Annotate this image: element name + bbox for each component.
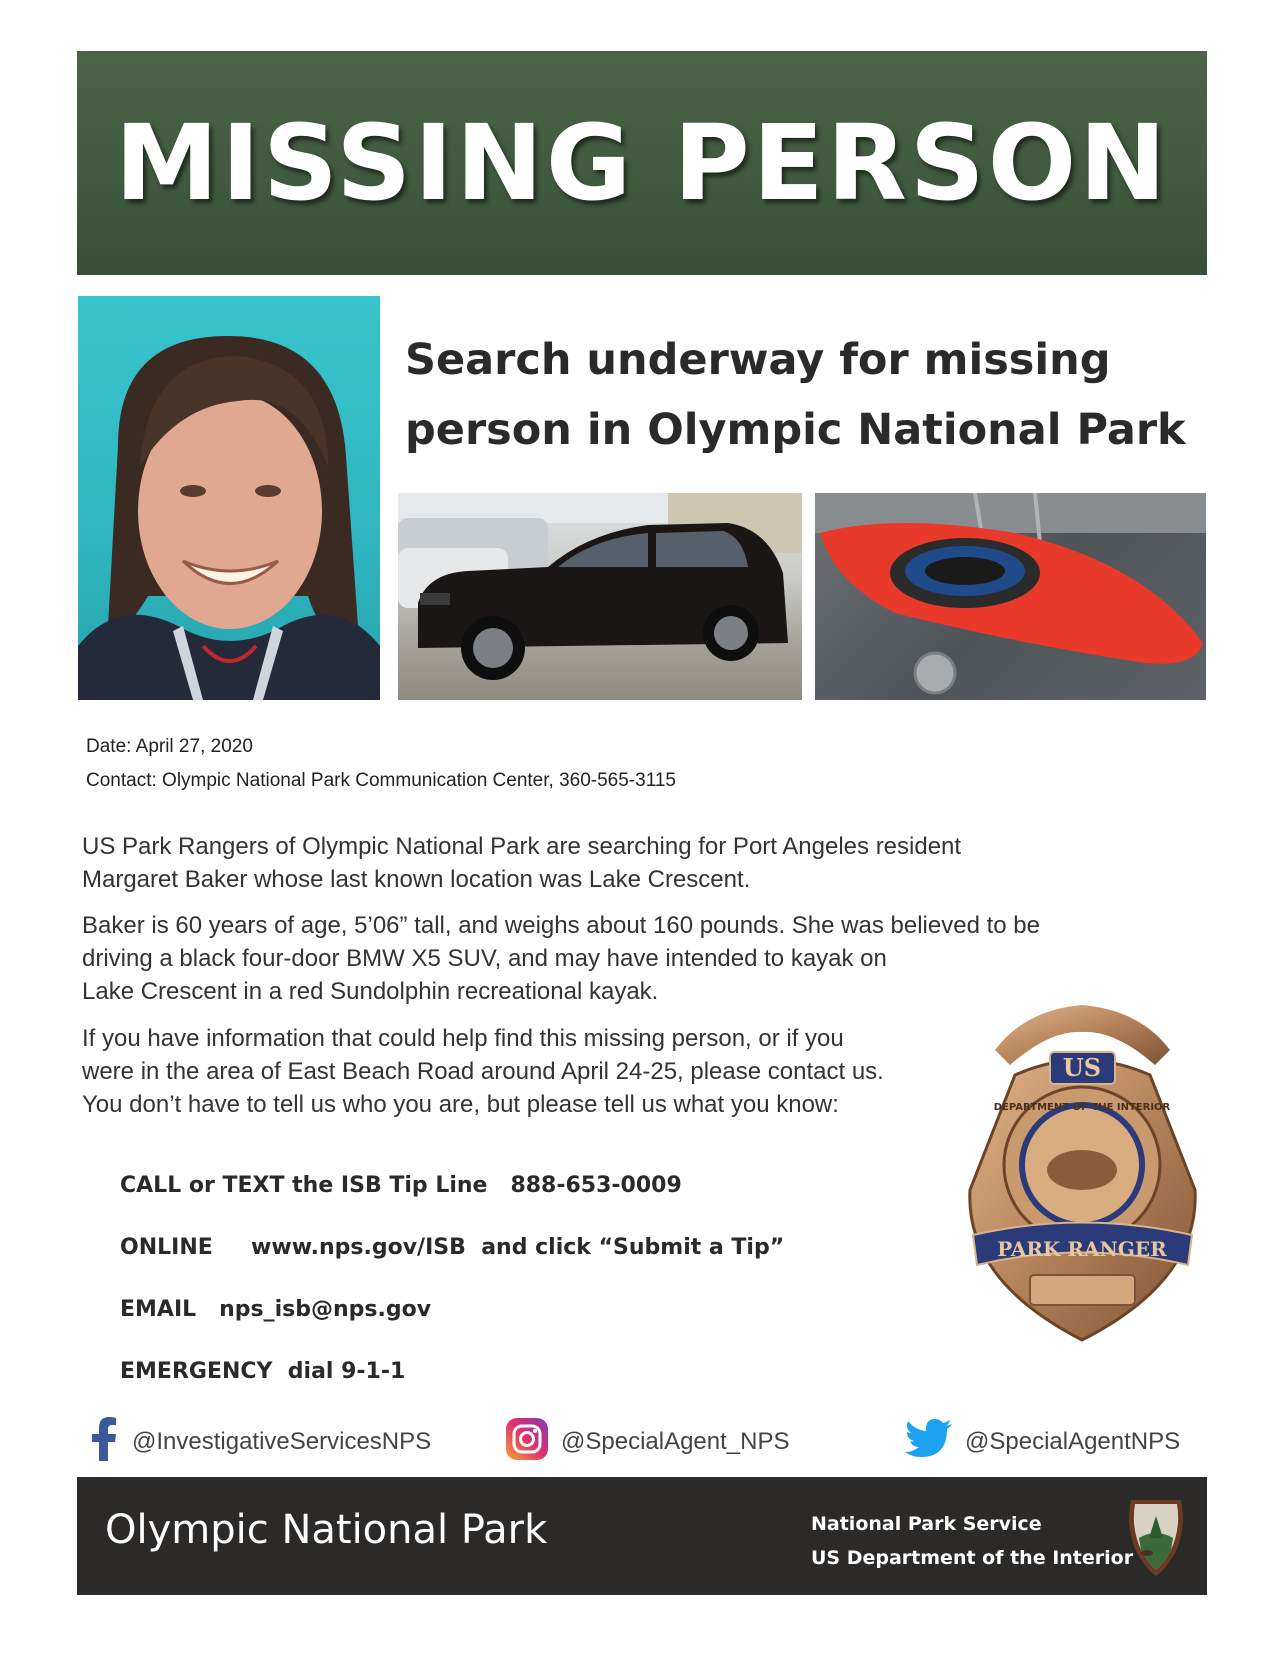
paragraph-2	[82, 909, 1040, 1008]
tip-line-call: CALL or TEXT the ISB Tip Line 888-653-0009	[120, 1173, 682, 1198]
tip-line-emergency: EMERGENCY dial 9-1-1	[120, 1359, 406, 1384]
paragraph-3-line-3: You don’t have to tell us who you are, but please tell us what you know:	[82, 1091, 839, 1118]
title-banner	[77, 51, 1207, 275]
footer-park-name: Olympic National Park	[105, 1507, 548, 1553]
footer-bar	[77, 1477, 1207, 1595]
badge-top-text: US	[1062, 1053, 1102, 1082]
twitter-icon	[905, 1419, 953, 1466]
twitter-handle-text: @SpecialAgentNPS	[965, 1428, 1181, 1455]
paragraph-1-line-1: US Park Rangers of Olympic National Park are searching for Port Angeles resident	[82, 833, 962, 860]
paragraph-1-line-2: Margaret Baker whose last known location was Lake Crescent.	[82, 866, 751, 893]
twitter-handle[interactable]	[905, 1417, 1180, 1467]
kayak-photo	[815, 493, 1206, 700]
page-title: MISSING PERSON	[114, 102, 1170, 224]
date-line: Date: April 27, 2020	[86, 736, 253, 757]
nps-arrowhead-logo-icon	[1125, 1498, 1187, 1578]
footer-agency	[811, 1507, 1133, 1575]
contact-line: Contact: Olympic National Park Communication Center, 360-565-3115	[86, 770, 676, 791]
paragraph-3-line-2: were in the area of East Beach Road around April 24-25, please contact us.	[82, 1058, 884, 1085]
tip-line-online: ONLINE www.nps.gov/ISB and click “Submit a Tip”	[120, 1235, 785, 1260]
instagram-handle-text: @SpecialAgent_NPS	[561, 1428, 790, 1455]
instagram-icon	[505, 1417, 549, 1468]
paragraph-2-line-1: Baker is 60 years of age, 5’06” tall, and weighs about 160 pounds. She was believed to be	[82, 912, 1040, 939]
paragraph-3	[82, 1022, 884, 1121]
paragraph-2-line-3: Lake Crescent in a red Sundolphin recreational kayak.	[82, 978, 659, 1005]
vehicle-photo	[398, 493, 802, 700]
badge-ribbon-text: PARK RANGER	[997, 1237, 1167, 1261]
instagram-handle[interactable]	[505, 1417, 790, 1467]
missing-person-photo	[78, 296, 380, 700]
paragraph-2-line-2: driving a black four-door BMW X5 SUV, and may have intended to kayak on	[82, 945, 887, 972]
tip-line-email: EMAIL nps_isb@nps.gov	[120, 1297, 432, 1322]
headline	[405, 325, 1205, 465]
paragraph-1	[82, 830, 961, 896]
paragraph-3-line-1: If you have information that could help find this missing person, or if you	[82, 1025, 844, 1052]
headline-line-1: Search underway for missing	[405, 335, 1111, 385]
facebook-handle[interactable]	[88, 1417, 431, 1467]
badge-ring-text: DEPARTMENT OF THE INTERIOR	[993, 1102, 1171, 1113]
footer-department: US Department of the Interior	[811, 1547, 1134, 1569]
headline-line-2: person in Olympic National Park	[405, 405, 1186, 455]
footer-agency-name: National Park Service	[811, 1513, 1042, 1535]
park-ranger-badge-icon	[955, 990, 1210, 1355]
facebook-icon	[88, 1417, 120, 1468]
facebook-handle-text: @InvestigativeServicesNPS	[132, 1428, 432, 1455]
